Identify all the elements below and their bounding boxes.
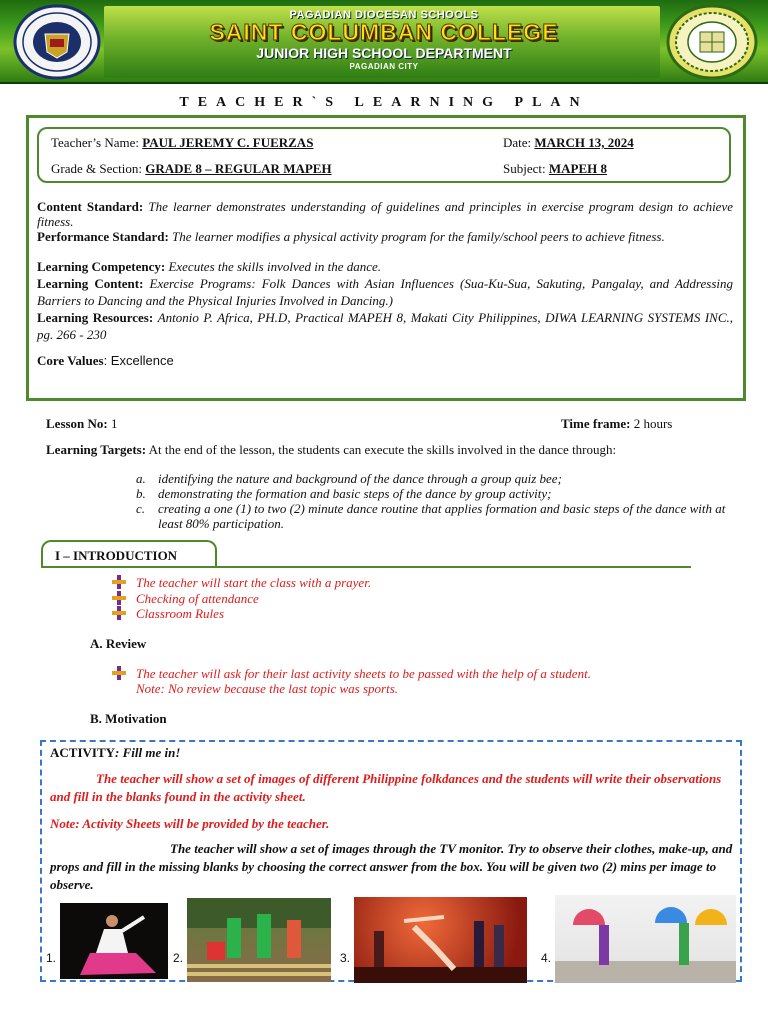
- learning-content-label: Learning Content:: [37, 276, 144, 291]
- section-divider: [41, 566, 691, 568]
- activity-instruction: The teacher will show a set of images of different Philippine folkdances and the students will write their observations and fill in the blanks found in the activity sheet.: [50, 771, 722, 804]
- activity-note: Note: Activity Sheets will be provided by the teacher.: [50, 816, 330, 831]
- subject-value: MAPEH 8: [548, 161, 607, 176]
- time-frame-label: Time frame:: [561, 416, 631, 431]
- image-number-3: 3.: [340, 951, 351, 965]
- image-number-2: 2.: [173, 951, 184, 965]
- school-banner: [0, 0, 768, 84]
- teacher-value: PAUL JEREMY C. FUERZAS: [142, 135, 314, 150]
- time-frame-value: 2 hours: [633, 416, 673, 431]
- intro-item-text: Classroom Rules: [136, 606, 224, 621]
- date-row: [503, 135, 634, 151]
- learning-targets-label: Learning Targets:: [46, 442, 147, 457]
- subject-label: Subject:: [503, 161, 546, 176]
- image-number-1: 1.: [46, 951, 57, 965]
- list-item: [136, 471, 728, 486]
- list-item: [136, 501, 728, 531]
- list-item: [136, 486, 728, 501]
- lesson-no: [46, 416, 118, 432]
- subject-row: [503, 161, 607, 177]
- learning-targets: [46, 442, 616, 458]
- folkdance-image-4: [555, 895, 736, 983]
- banner-department: JUNIOR HIGH SCHOOL DEPARTMENT: [256, 45, 512, 61]
- learning-content-text: Exercise Programs: Folk Dances with Asian Influences (Sua-Ku-Sua, Sakuting, Pangalay, and Addressing Barriers to Dancing and the Physical Injuries Involved in Dancing.): [37, 276, 734, 308]
- content-standard-text: The learner demonstrates understanding of guidelines and principles in exercise program design to achieve fitness.: [37, 199, 733, 229]
- learning-resources: [37, 309, 733, 343]
- learning-resources-text: Antonio P. Africa, PH.D, Practical MAPEH 8, Makati City Philippines, DIWA LEARNING SYSTEMS INC., pg. 266 - 230: [37, 310, 733, 342]
- content-standard: [37, 199, 733, 229]
- time-frame: [561, 416, 672, 432]
- targets-list: [136, 471, 728, 531]
- list-item-text: identifying the nature and background of the dance through a group quiz bee;: [158, 471, 562, 486]
- grade-row: [51, 161, 332, 177]
- bullet-cross-icon: [112, 575, 136, 592]
- list-marker: c.: [136, 501, 146, 516]
- activity-directions: The teacher will show a set of images through the TV monitor. Try to observe their clothes, make-up, and props and fill in the missing blanks by choosing the correct answer from the box. You will be given two (2) mins per image to observe.: [50, 841, 733, 892]
- learning-content: [37, 275, 733, 309]
- grade-label: Grade & Section:: [51, 161, 142, 176]
- banner-line1: PAGADIAN DIOCESAN SCHOOLS: [289, 9, 479, 21]
- activity-title-text: : Fill me in!: [115, 745, 181, 760]
- banner-city: PAGADIAN CITY: [349, 62, 419, 71]
- review-line1: The teacher will ask for their last activity sheets to be passed with the help of a student.: [136, 666, 591, 681]
- teacher-label: Teacher’s Name:: [51, 135, 139, 150]
- performance-standard-text: The learner modifies a physical activity program for the family/school peers to achieve fitness.: [172, 229, 665, 244]
- review-line2: Note: No review because the last topic was sports.: [136, 681, 399, 696]
- learning-competency: [37, 259, 733, 274]
- intro-item-rules: [112, 606, 224, 623]
- page-title: TEACHER`S LEARNING PLAN: [179, 95, 589, 110]
- list-marker: b.: [136, 486, 146, 501]
- teacher-name-row: [51, 135, 313, 151]
- date-value: MARCH 13, 2024: [534, 135, 634, 150]
- performance-standard: [37, 229, 733, 244]
- core-values-text: : Excellence: [103, 353, 174, 368]
- bullet-cross-icon: [112, 606, 136, 623]
- grade-value: GRADE 8 – REGULAR MAPEH: [145, 161, 332, 176]
- motivation-heading: B. Motivation: [90, 711, 167, 726]
- learning-targets-text: At the end of the lesson, the students can execute the skills involved in the dance through:: [148, 442, 617, 457]
- introduction-heading-tab: [41, 540, 217, 567]
- learning-resources-label: Learning Resources:: [37, 310, 154, 325]
- folkdance-image-2: [187, 898, 331, 982]
- introduction-heading: I – INTRODUCTION: [55, 548, 178, 563]
- list-item-text: demonstrating the formation and basic steps of the dance by group activity;: [158, 486, 552, 501]
- list-marker: a.: [136, 471, 146, 486]
- learning-competency-label: Learning Competency:: [37, 259, 166, 274]
- intro-item-text: The teacher will start the class with a prayer.: [136, 575, 372, 590]
- activity-title: [50, 744, 734, 762]
- intro-item-prayer: [112, 575, 371, 592]
- list-item-text: creating a one (1) to two (2) minute dance routine that applies formation and basic steps of the dance with at least 80% participation.: [158, 501, 726, 531]
- core-values: [37, 353, 733, 368]
- intro-item-text: Checking of attendance: [136, 591, 259, 606]
- lesson-no-value: 1: [111, 416, 118, 431]
- review-heading: A. Review: [90, 636, 147, 651]
- folkdance-image-3: [354, 897, 527, 983]
- activity-label: ACTIVITY: [50, 745, 116, 760]
- folkdance-image-1: [60, 903, 168, 979]
- lesson-no-label: Lesson No:: [46, 416, 108, 431]
- performance-standard-label: Performance Standard:: [37, 229, 169, 244]
- date-label: Date:: [503, 135, 532, 150]
- learning-competency-text: Executes the skills involved in the dance.: [168, 259, 382, 274]
- content-standard-label: Content Standard:: [37, 199, 144, 214]
- bullet-cross-icon: [112, 666, 136, 696]
- core-values-label: Core Values: [37, 353, 104, 368]
- review-item: [112, 666, 591, 696]
- banner-school-name: SAINT COLUMBAN COLLEGE: [209, 19, 559, 45]
- image-number-4: 4.: [541, 951, 552, 965]
